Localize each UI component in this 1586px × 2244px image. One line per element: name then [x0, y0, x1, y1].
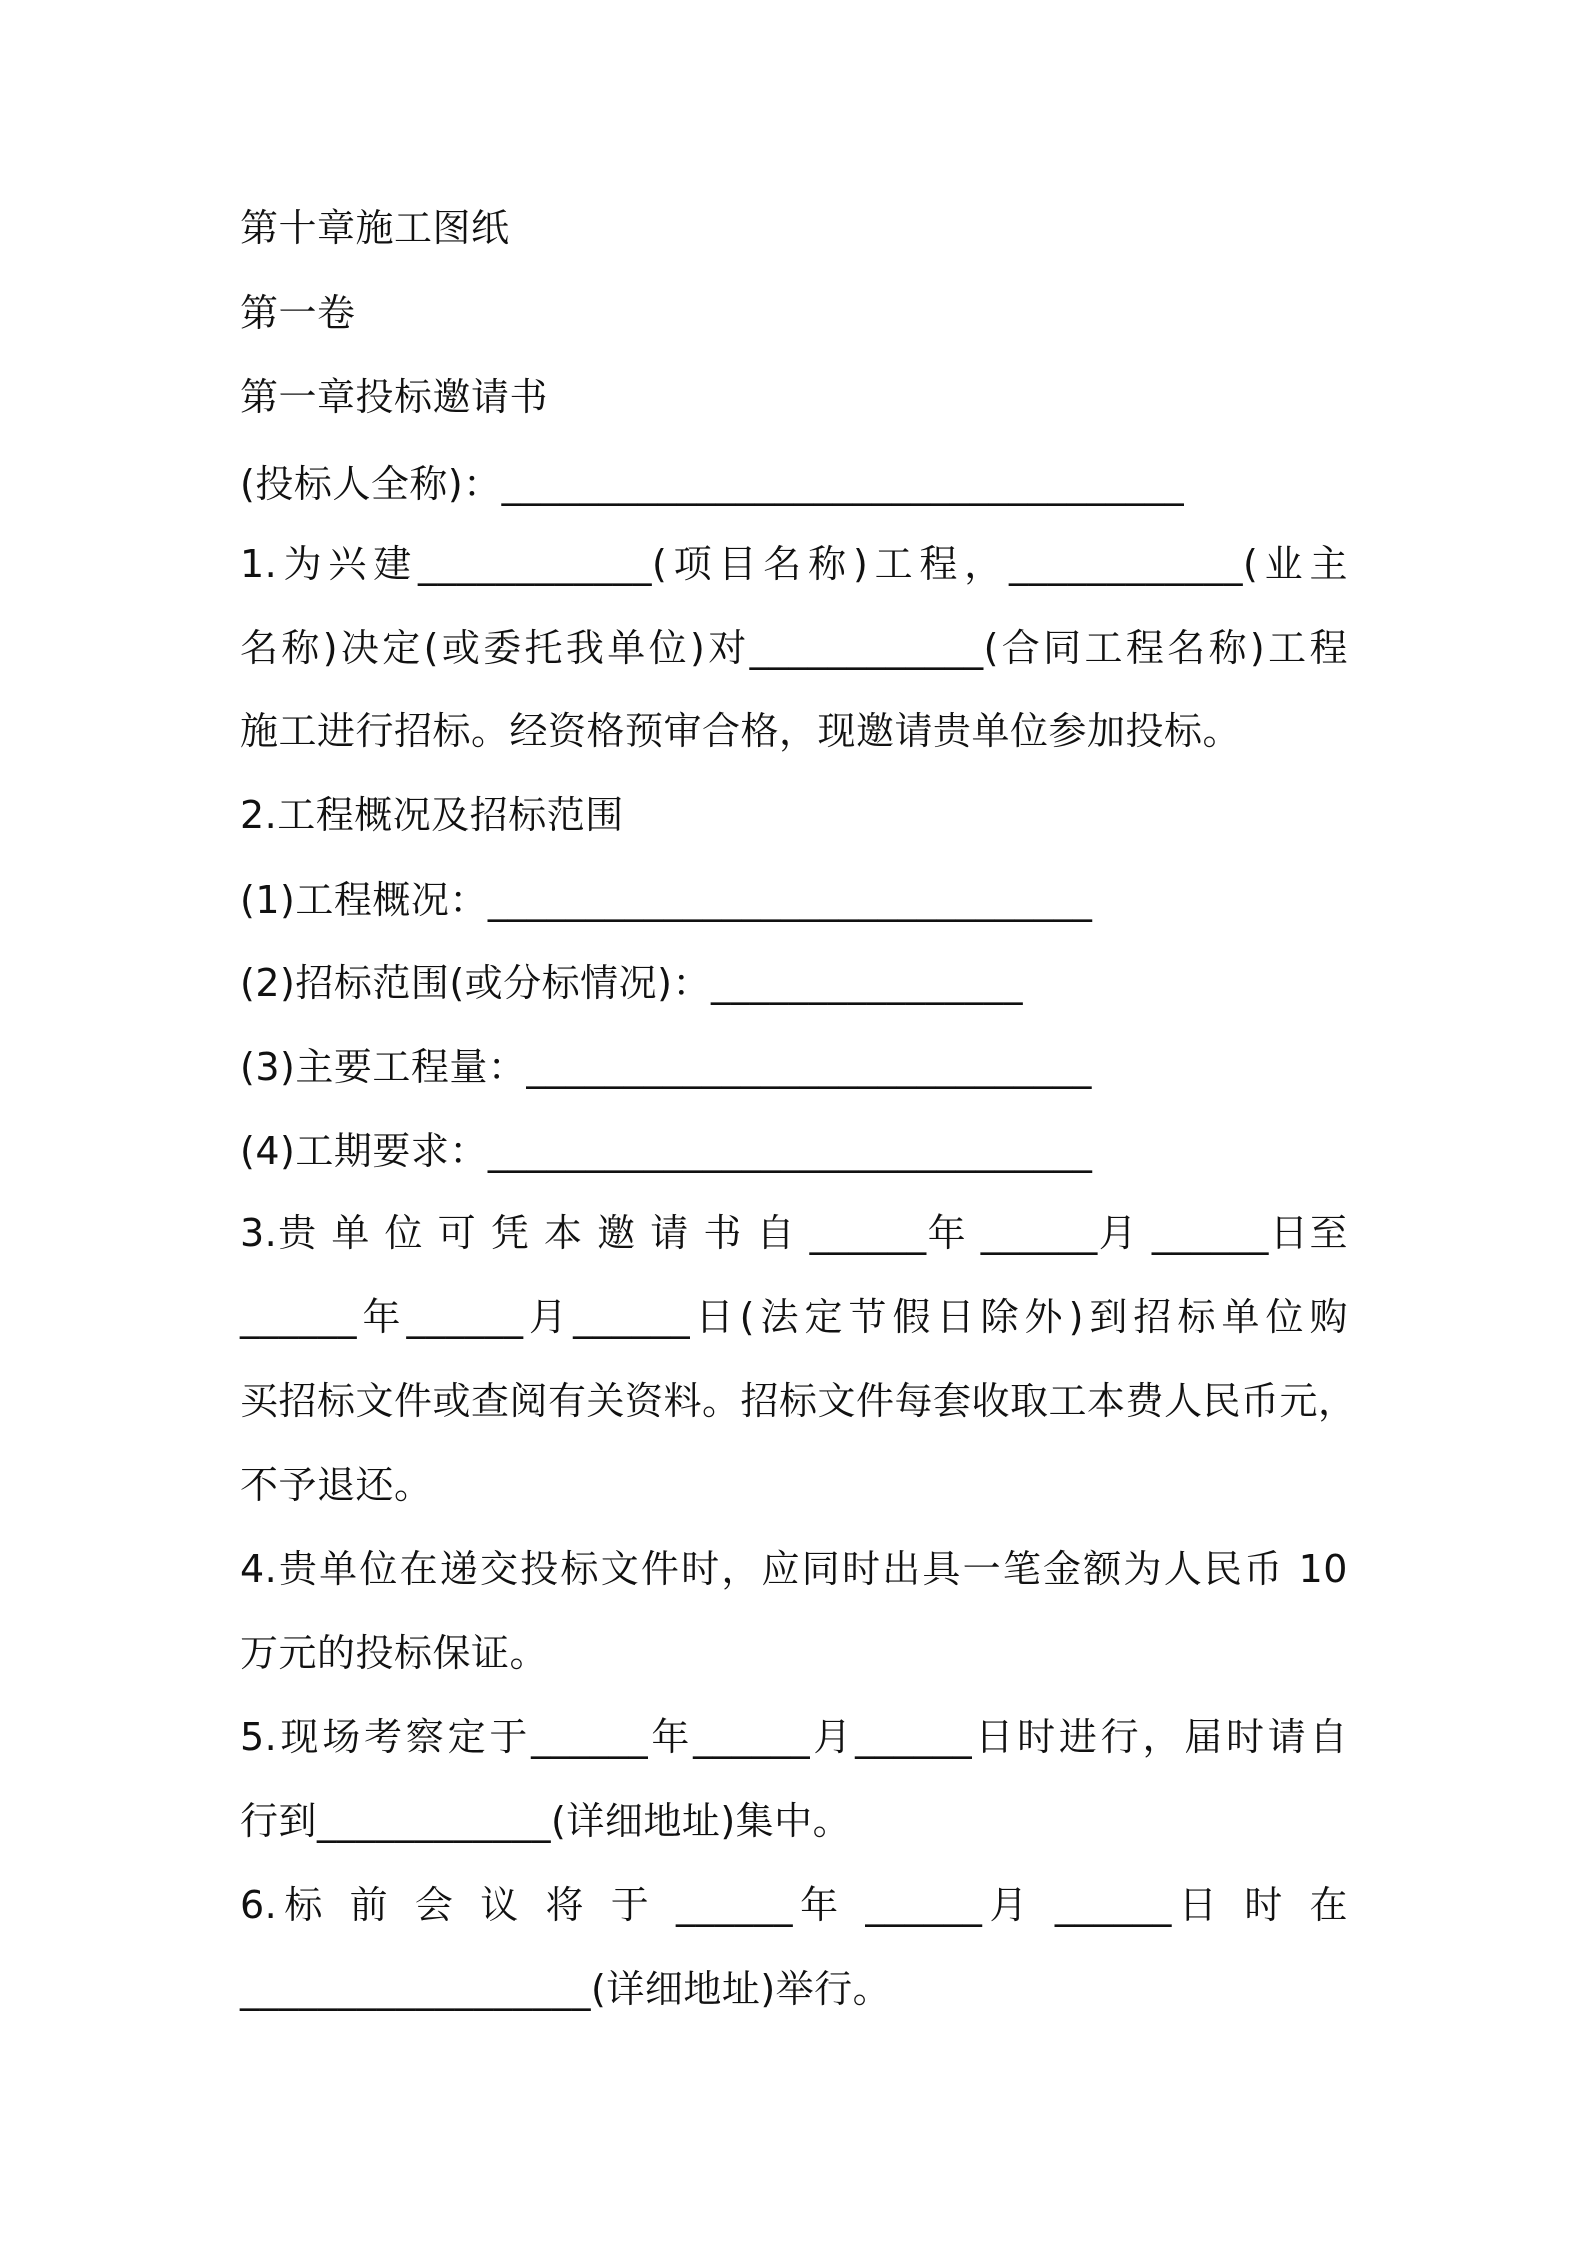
paragraph-3-line-4: 不予退还。	[240, 1463, 433, 1507]
item-scope: (2)招标范围(或分标情况)：________________	[240, 961, 1023, 1005]
paragraph-6-line-2: __________________(详细地址)举行。	[240, 1967, 892, 2011]
paragraph-5-line-2: 行到____________(详细地址)集中。	[240, 1799, 852, 1843]
item-overview: (1)工程概况：_______________________________	[240, 878, 1093, 922]
paragraph-3-line-3: 买招标文件或查阅有关资料。招标文件每套收取工本费人民币元，	[240, 1379, 1357, 1423]
paragraph-1-line-3: 施工进行招标。经资格预审合格，现邀请贵单位参加投标。	[240, 709, 1242, 753]
paragraph-3-line-1: 3.贵 单 位 可 凭 本 邀 请 书 自 ______年 ______月 ______日至	[240, 1211, 1348, 1255]
paragraph-3-line-2: ______年______月______日(法定节假日除外)到招标单位购	[240, 1295, 1348, 1339]
section-title: 第一章投标邀请书	[240, 375, 549, 419]
paragraph-2-heading: 2.工程概况及招标范围	[240, 793, 624, 837]
paragraph-1-line-2: 名称)决定(或委托我单位)对____________(合同工程名称)工程	[240, 626, 1348, 670]
paragraph-6-line-1: 6.标 前 会 议 将 于 ______年 ______月 ______日 时 在	[240, 1883, 1348, 1927]
bidder-name-line: (投标人全称)：___________________________________	[240, 462, 1185, 506]
paragraph-1-line-1: 1.为兴建____________(项目名称)工程，____________(业主	[240, 542, 1348, 586]
paragraph-4-line-1: 4.贵单位在递交投标文件时，应同时出具一笔金额为人民币 10	[240, 1547, 1348, 1591]
item-schedule: (4)工期要求：_______________________________	[240, 1129, 1093, 1173]
paragraph-4-line-2: 万元的投标保证。	[240, 1631, 549, 1675]
item-quantity: (3)主要工程量：_____________________________	[240, 1045, 1092, 1089]
paragraph-5-line-1: 5.现场考察定于______年______月______日时进行，届时请自	[240, 1715, 1348, 1759]
volume-title: 第一卷	[240, 291, 356, 335]
chapter-title: 第十章施工图纸	[240, 206, 510, 250]
